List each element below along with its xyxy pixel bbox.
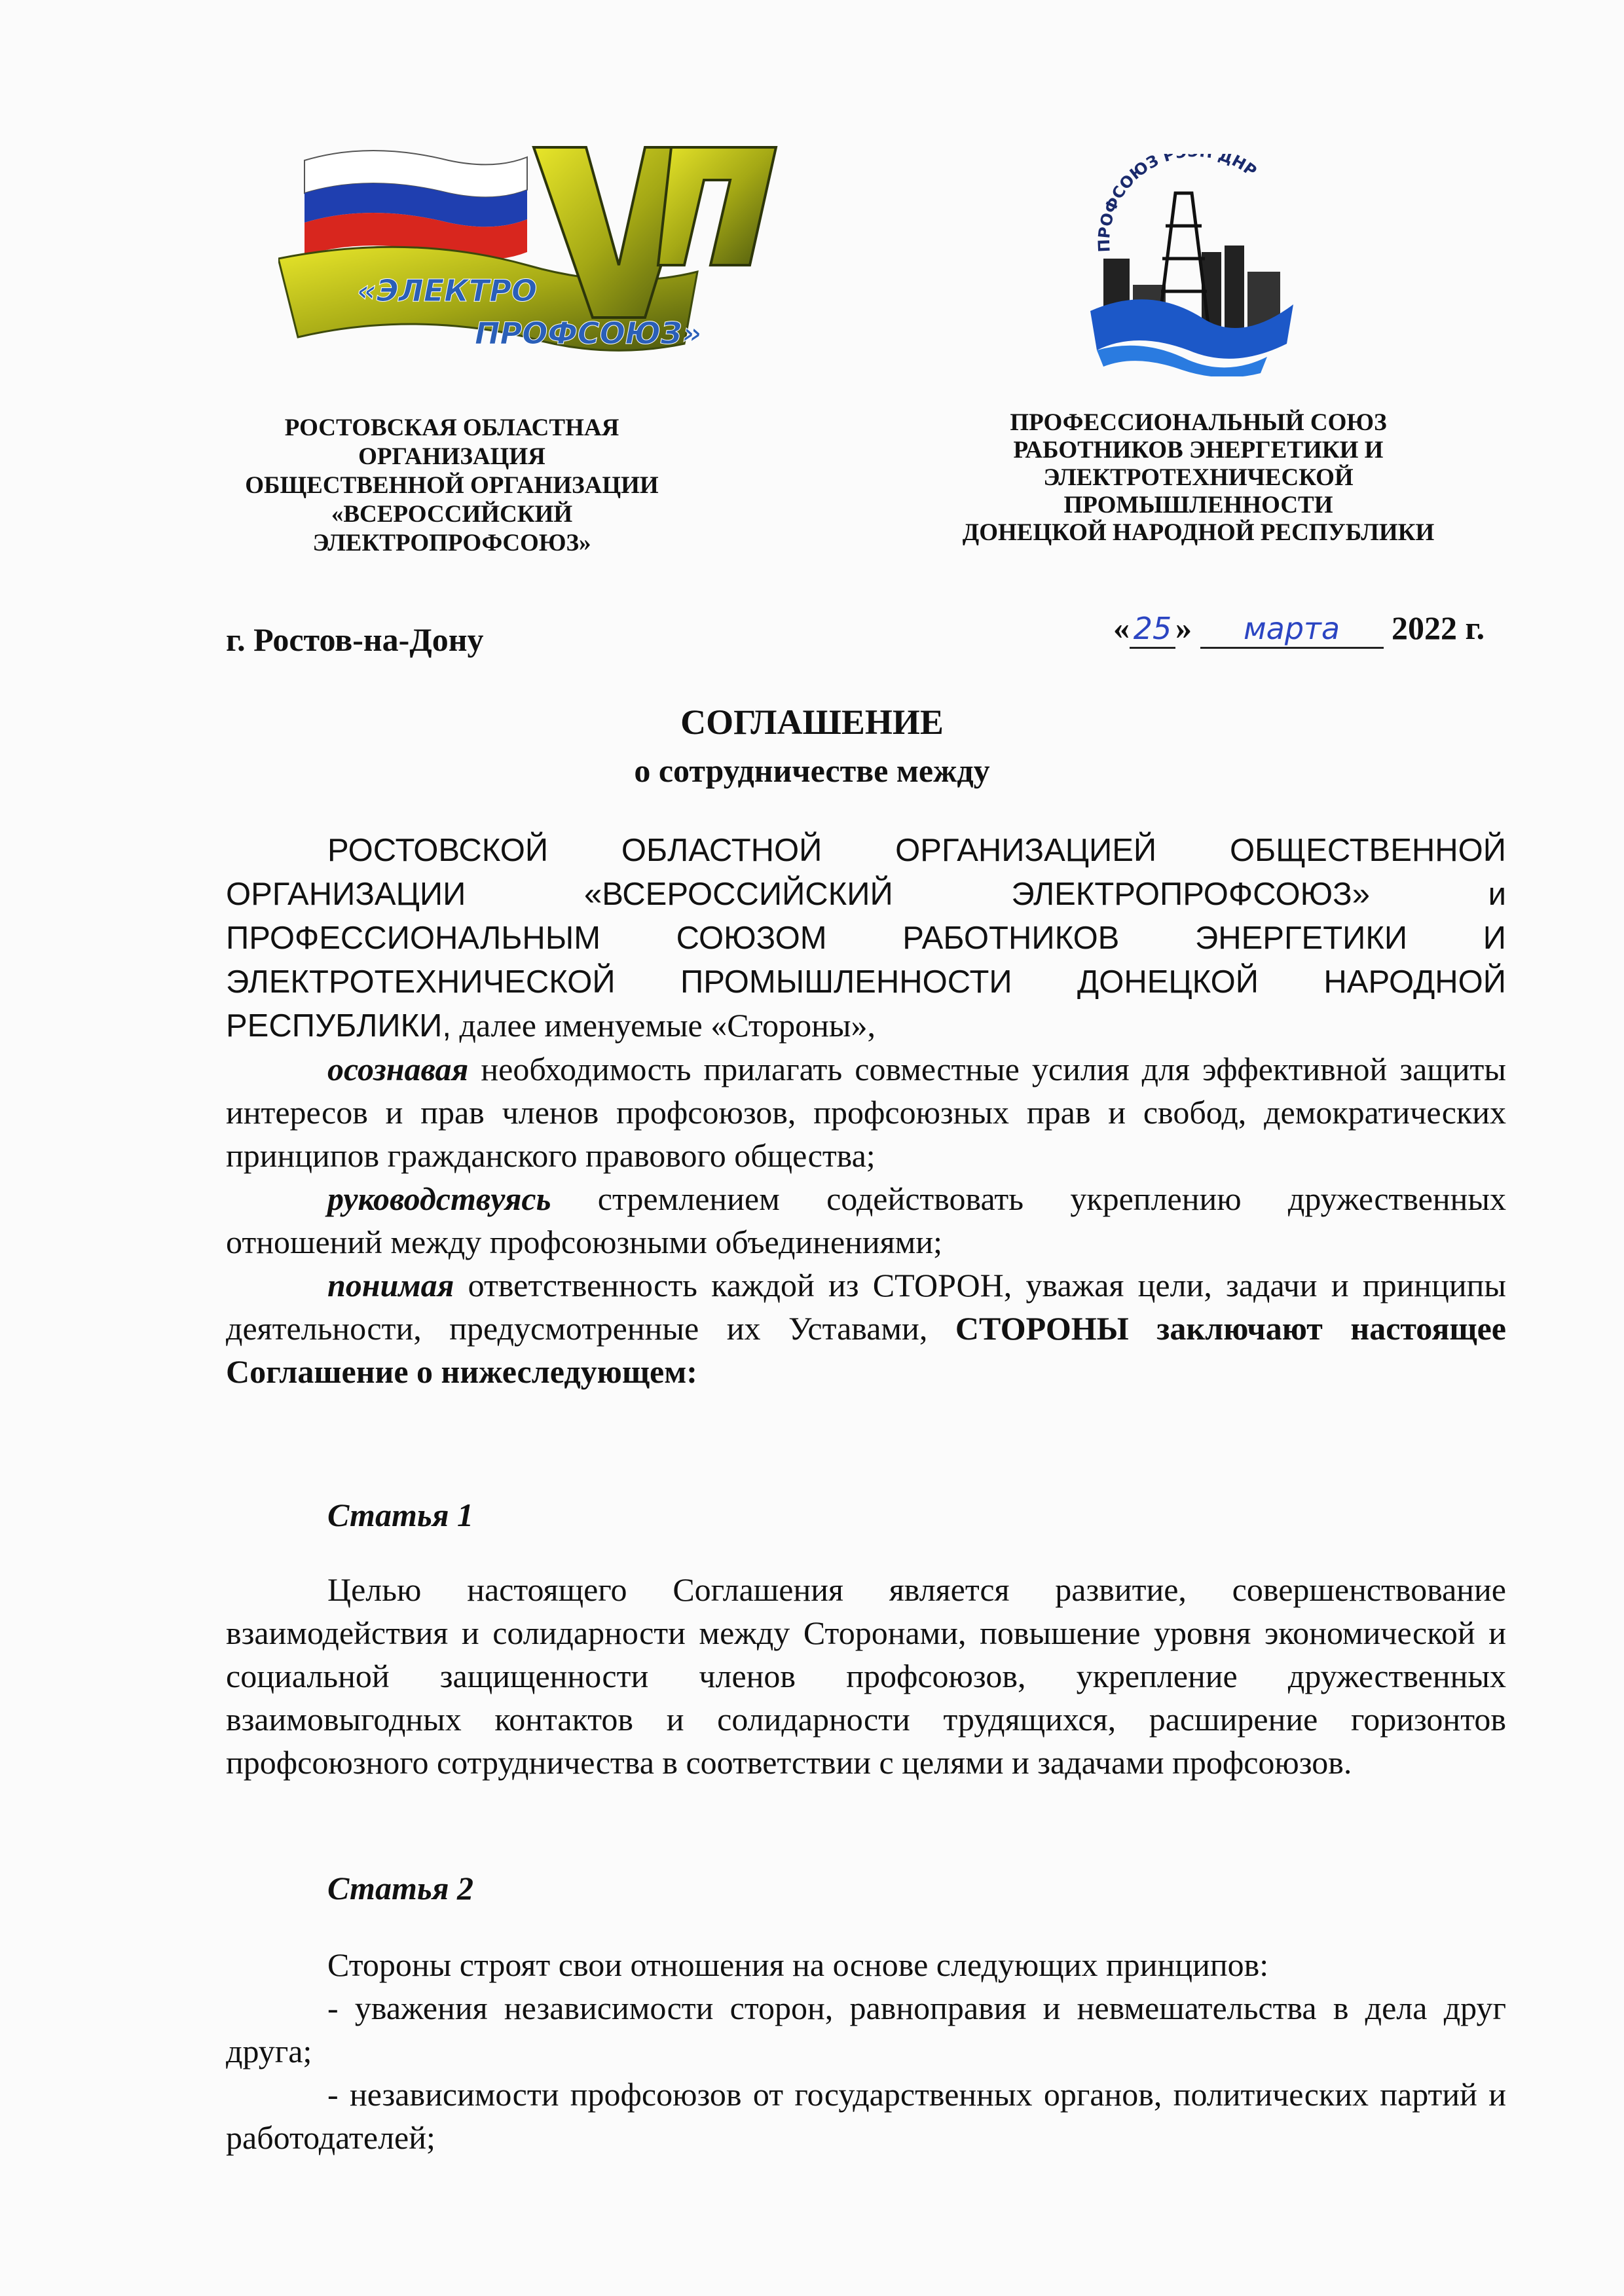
article-2-intro: Стороны строят свои отношения на основе следующих принципов: bbox=[327, 1946, 1269, 1983]
profsoyuz-reep-dnr-logo bbox=[1071, 154, 1306, 376]
document-date bbox=[1113, 609, 1485, 649]
svg-text:ПРОФСОЮЗ РЭЭП ДНР bbox=[1095, 154, 1260, 253]
document-title: СОГЛАШЕНИЕ bbox=[680, 702, 944, 742]
article-2-text bbox=[226, 1943, 1506, 2159]
article-2-item: - независимости профсоюзов от государственных органов, политических партий и работодателей; bbox=[226, 2076, 1506, 2156]
left-org-line: ОБЩЕСТВЕННОЙ ОРГАНИЗАЦИИ bbox=[245, 472, 659, 499]
preamble-1 bbox=[226, 1048, 1506, 1177]
document-subtitle: о сотрудничестве между bbox=[634, 752, 990, 789]
right-org-line: ЭЛЕКТРОТЕХНИЧЕСКОЙ bbox=[1043, 464, 1354, 491]
preamble-3-text: ответственность каждой из СТОРОН, уважая цели, задачи и принципы деятельности, предусмотренные их Уставами, bbox=[226, 1267, 1506, 1347]
parties-paragraph bbox=[226, 828, 1506, 1393]
preamble-3 bbox=[226, 1264, 1506, 1393]
preamble-2-lead: руководствуясь bbox=[327, 1180, 551, 1217]
date-close-quote: » bbox=[1175, 610, 1192, 646]
right-org-line: РАБОТНИКОВ ЭНЕРГЕТИКИ И bbox=[1013, 437, 1384, 464]
left-org-line: «ВСЕРОССИЙСКИЙ ЭЛЕКТРОПРОФСОЮЗ» bbox=[312, 501, 591, 556]
preamble-3-lead: понимая bbox=[327, 1267, 454, 1303]
left-org-line: РОСТОВСКАЯ ОБЛАСТНАЯ ОРГАНИЗАЦИЯ bbox=[284, 414, 619, 470]
left-organization-name bbox=[196, 414, 707, 558]
preamble-2 bbox=[226, 1177, 1506, 1264]
preamble-3-bold-tail: СТОРОНЫ заключают настоящее Соглашение о нижеследующем: bbox=[226, 1310, 1506, 1390]
article-2-item: - уважения независимости сторон, равноправия и невмешательства в дела друг друга; bbox=[226, 1990, 1506, 2069]
date-year: 2022 г. bbox=[1392, 610, 1485, 646]
preamble-1-lead: осознавая bbox=[327, 1051, 469, 1087]
preamble-2-text: стремлением содействовать укреплению дружественных отношений между профсоюзными объединениями; bbox=[226, 1180, 1506, 1260]
article-1-text bbox=[226, 1568, 1506, 1784]
date-day-field bbox=[1130, 609, 1175, 649]
article-1-paragraph: Целью настоящего Соглашения является развитие, совершенствование взаимодействия и солидарности между Сторонами, повышение уровня экономической и социальной защищенности членов профсоюзов, укрепление дружественных взаимовыгодных контактов и солидарности трудящихся, расширение горизонтов профсоюзного сотрудничества в соответствии с целями и задачами профсоюзов. bbox=[226, 1571, 1506, 1781]
article-1-heading: Статья 1 bbox=[327, 1497, 473, 1533]
article-2-heading: Статья 2 bbox=[327, 1870, 473, 1906]
date-month-field bbox=[1200, 609, 1384, 649]
logo-ribbon-text-1: «ЭЛЕКТРО bbox=[357, 273, 538, 308]
right-org-line: ДОНЕЦКОЙ НАРОДНОЙ РЕСПУБЛИКИ bbox=[962, 519, 1435, 546]
electroprofsoyuz-logo bbox=[278, 134, 789, 360]
place: г. Ростов-на-Дону bbox=[226, 621, 484, 658]
date-open-quote: « bbox=[1113, 610, 1130, 646]
logo-ring-text: ПРОФСОЮЗ Р ДНР bbox=[1094, 154, 1261, 253]
right-organization-name bbox=[871, 409, 1526, 547]
right-org-line: ПРОФЕССИОНАЛЬНЫЙ СОЮЗ bbox=[1010, 409, 1387, 436]
parties-names: РОСТОВСКОЙ ОБЛАСТНОЙ ОРГАНИЗАЦИЕЙ ОБЩЕСТВЕННОЙ ОРГАНИЗАЦИИ «ВСЕРОССИЙСКИЙ ЭЛЕКТРОПРОФСОЮЗ» и ПРОФЕССИОНАЛЬНЫМ СОЮЗОМ РАБОТНИКОВ ЭНЕРГЕТИКИ И ЭЛЕКТРОТЕХНИЧЕСКОЙ ПРОМЫШЛЕННОСТИ ДОНЕЦКОЙ НАРОДНОЙ РЕСПУБЛИКИ, bbox=[226, 833, 1506, 1044]
preamble-1-text: необходимость прилагать совместные усилия для эффективной защиты интересов и прав членов профсоюзов, профсоюзных прав и свобод, демократических принципов гражданского правового общества; bbox=[226, 1051, 1506, 1174]
date-day: 25 bbox=[1133, 611, 1172, 646]
right-org-line: ПРОМЫШЛЕННОСТИ bbox=[1063, 492, 1333, 519]
parties-tail: далее именуемые «Стороны», bbox=[451, 1007, 876, 1044]
logo-ribbon-text-2: ПРОФСОЮЗ» bbox=[475, 316, 702, 351]
date-month: марта bbox=[1243, 611, 1340, 646]
